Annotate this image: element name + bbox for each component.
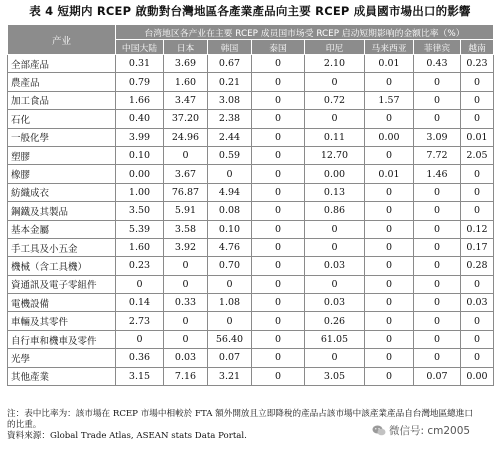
table-cell: 0 — [461, 183, 494, 201]
table-cell: 0 — [164, 275, 208, 293]
table-cell: 0 — [305, 110, 365, 128]
table-cell: 0 — [116, 330, 164, 348]
table-cell: 1.60 — [116, 238, 164, 256]
table-cell: 5.39 — [116, 220, 164, 238]
table-cell: 0.03 — [305, 294, 365, 312]
row-label: 塑膠 — [8, 146, 116, 164]
row-label: 電機設備 — [8, 294, 116, 312]
table-cell: 3.99 — [116, 128, 164, 146]
table-cell: 3.50 — [116, 202, 164, 220]
table-cell: 0 — [461, 349, 494, 367]
table-cell: 0.31 — [116, 55, 164, 73]
table-cell: 3.69 — [164, 55, 208, 73]
table-cell: 0.07 — [414, 367, 461, 385]
table-row — [8, 202, 494, 220]
table-cell: 0.21 — [208, 73, 252, 91]
table-row — [8, 55, 494, 73]
table-cell: 0.40 — [116, 110, 164, 128]
table-cell: 0 — [164, 330, 208, 348]
table-cell: 3.09 — [414, 128, 461, 146]
table-cell: 0 — [305, 220, 365, 238]
table-cell: 2.38 — [208, 110, 252, 128]
table-row — [8, 294, 494, 312]
table-cell: 0 — [252, 110, 305, 128]
table-cell: 0 — [414, 275, 461, 293]
table-row — [8, 367, 494, 385]
table-row — [8, 238, 494, 256]
table-cell: 76.87 — [164, 183, 208, 201]
country-header: 越南 — [461, 40, 494, 55]
table-cell: 0 — [252, 275, 305, 293]
table-cell: 0 — [365, 294, 414, 312]
table-cell: 0 — [461, 73, 494, 91]
table-cell: 0 — [365, 110, 414, 128]
table-cell: 0.03 — [461, 294, 494, 312]
table-cell: 0 — [461, 275, 494, 293]
country-header: 菲律宾 — [414, 40, 461, 55]
table-cell: 0.67 — [208, 55, 252, 73]
table-cell: 5.91 — [164, 202, 208, 220]
table-cell: 0 — [252, 202, 305, 220]
table-row — [8, 349, 494, 367]
row-label: 石化 — [8, 110, 116, 128]
row-label: 光學 — [8, 349, 116, 367]
row-label: 加工食品 — [8, 91, 116, 109]
table-cell: 1.57 — [365, 91, 414, 109]
table-cell: 0.13 — [305, 183, 365, 201]
table-cell: 0.03 — [164, 349, 208, 367]
row-label: 橡膠 — [8, 165, 116, 183]
table-cell: 0.17 — [461, 238, 494, 256]
table-cell: 3.92 — [164, 238, 208, 256]
table-cell: 0.03 — [305, 257, 365, 275]
table-cell: 0 — [365, 330, 414, 348]
table-cell: 1.08 — [208, 294, 252, 312]
table-cell: 0 — [252, 73, 305, 91]
table-cell: 0.14 — [116, 294, 164, 312]
table-cell: 0.59 — [208, 146, 252, 164]
row-label: 資通訊及電子零組件 — [8, 275, 116, 293]
table-cell: 0 — [461, 202, 494, 220]
table-cell: 0 — [252, 238, 305, 256]
table-cell: 0.01 — [365, 55, 414, 73]
table-cell: 0 — [414, 110, 461, 128]
table-cell: 0 — [365, 312, 414, 330]
row-label: 紡織成衣 — [8, 183, 116, 201]
table-cell: 0 — [252, 349, 305, 367]
table-cell: 0 — [305, 238, 365, 256]
table-row — [8, 220, 494, 238]
table-cell: 7.72 — [414, 146, 461, 164]
span-header: 台湾地区各产业在主要 RCEP 成员国市场受 RCEP 启动短期影响的金额比率（%） — [116, 25, 494, 40]
wechat-icon — [372, 425, 386, 436]
table-cell: 4.76 — [208, 238, 252, 256]
table-cell: 0 — [461, 110, 494, 128]
table-cell: 0.01 — [365, 165, 414, 183]
table-cell: 0 — [414, 349, 461, 367]
table-cell: 0 — [414, 202, 461, 220]
table-cell: 0 — [164, 312, 208, 330]
table-cell: 2.10 — [305, 55, 365, 73]
country-header: 印尼 — [305, 40, 365, 55]
table-cell: 0 — [365, 275, 414, 293]
table-cell: 1.66 — [116, 91, 164, 109]
watermark — [372, 423, 470, 438]
table-cell: 2.05 — [461, 146, 494, 164]
table-cell: 0 — [461, 91, 494, 109]
table-cell: 0 — [305, 73, 365, 91]
table-cell: 0.26 — [305, 312, 365, 330]
footnote-source: 資料來源：Global Trade Atlas, ASEAN stats Data Portal. — [7, 431, 247, 441]
table-cell: 3.58 — [164, 220, 208, 238]
table-cell: 0.72 — [305, 91, 365, 109]
table-cell: 0.36 — [116, 349, 164, 367]
table-cell: 0 — [305, 275, 365, 293]
table-cell: 0.79 — [116, 73, 164, 91]
table-cell: 0 — [252, 165, 305, 183]
table-cell: 3.15 — [116, 367, 164, 385]
country-header: 中国大陆 — [116, 40, 164, 55]
table-cell: 0 — [414, 257, 461, 275]
table-cell: 0 — [252, 91, 305, 109]
table-cell: 0.00 — [461, 367, 494, 385]
table-cell: 7.16 — [164, 367, 208, 385]
table-cell: 0 — [365, 73, 414, 91]
table-cell: 0.08 — [208, 202, 252, 220]
table-cell: 0.33 — [164, 294, 208, 312]
table-cell: 0 — [252, 128, 305, 146]
table-cell: 0.12 — [461, 220, 494, 238]
table-cell: 0.07 — [208, 349, 252, 367]
row-label: 一般化學 — [8, 128, 116, 146]
footnote-note: 注：表中比率为：該市場在 RCEP 市場中相較於 FTA 額外開放且立即降稅的產品占該市場中該產業產品自台灣地區總進口的比重。 — [7, 409, 473, 430]
table-cell: 3.47 — [164, 91, 208, 109]
row-label: 農產品 — [8, 73, 116, 91]
table-cell: 0 — [252, 367, 305, 385]
table-cell: 0.10 — [208, 220, 252, 238]
table-cell: 0 — [414, 91, 461, 109]
table-row — [8, 275, 494, 293]
table-cell: 0 — [461, 330, 494, 348]
country-header: 马来西亚 — [365, 40, 414, 55]
table-cell: 24.96 — [164, 128, 208, 146]
table-cell: 0 — [414, 330, 461, 348]
table-cell: 0 — [414, 73, 461, 91]
table-cell: 0 — [414, 312, 461, 330]
table-cell: 0.01 — [461, 128, 494, 146]
table-row — [8, 91, 494, 109]
table-cell: 3.21 — [208, 367, 252, 385]
country-header: 日本 — [164, 40, 208, 55]
table-row — [8, 257, 494, 275]
table-row — [8, 312, 494, 330]
table-cell: 2.73 — [116, 312, 164, 330]
table-cell: 0 — [365, 367, 414, 385]
table-cell: 3.08 — [208, 91, 252, 109]
row-label: 車輛及其零件 — [8, 312, 116, 330]
table-cell: 0 — [208, 165, 252, 183]
table-cell: 0 — [461, 165, 494, 183]
table-cell: 0 — [414, 238, 461, 256]
table-cell: 0 — [252, 312, 305, 330]
table-row — [8, 183, 494, 201]
table-cell: 2.44 — [208, 128, 252, 146]
table-cell: 3.67 — [164, 165, 208, 183]
table-cell: 61.05 — [305, 330, 365, 348]
table-cell: 0 — [365, 257, 414, 275]
table-cell: 0 — [414, 294, 461, 312]
table-cell: 0 — [252, 220, 305, 238]
data-table — [7, 24, 494, 386]
table-cell: 1.60 — [164, 73, 208, 91]
watermark-text: 微信号: cm2005 — [389, 425, 471, 437]
row-label: 基本金屬 — [8, 220, 116, 238]
row-label: 鋼鐵及其製品 — [8, 202, 116, 220]
row-label: 自行車和機車及零件 — [8, 330, 116, 348]
table-row — [8, 330, 494, 348]
table-cell: 4.94 — [208, 183, 252, 201]
row-label: 其他產業 — [8, 367, 116, 385]
table-cell: 0.00 — [365, 128, 414, 146]
table-row — [8, 146, 494, 164]
table-cell: 3.05 — [305, 367, 365, 385]
table-cell: 0.10 — [116, 146, 164, 164]
table-cell: 0 — [252, 294, 305, 312]
table-cell: 0 — [365, 202, 414, 220]
table-cell: 0 — [252, 257, 305, 275]
table-cell: 0.70 — [208, 257, 252, 275]
table-body — [8, 55, 494, 386]
table-cell: 0.43 — [414, 55, 461, 73]
table-row — [8, 165, 494, 183]
table-cell: 0 — [365, 349, 414, 367]
table-row — [8, 110, 494, 128]
row-header-label: 产业 — [8, 25, 116, 55]
table-cell: 0.86 — [305, 202, 365, 220]
table-cell: 0 — [414, 183, 461, 201]
table-cell: 37.20 — [164, 110, 208, 128]
table-cell: 0 — [252, 146, 305, 164]
table-cell: 0 — [252, 55, 305, 73]
table-title: 表 4 短期内 RCEP 啟動對台灣地區各產業產品向主要 RCEP 成員國市場出口的影響 — [29, 4, 471, 18]
table-cell: 0 — [252, 330, 305, 348]
table-cell: 56.40 — [208, 330, 252, 348]
table-row — [8, 128, 494, 146]
table-cell: 0 — [305, 349, 365, 367]
table-cell: 0 — [365, 183, 414, 201]
row-label: 全部產品 — [8, 55, 116, 73]
table-cell: 0 — [164, 146, 208, 164]
table-cell: 0 — [208, 275, 252, 293]
table-cell: 0.23 — [461, 55, 494, 73]
table-cell: 1.00 — [116, 183, 164, 201]
row-label: 機械（含工具機） — [8, 257, 116, 275]
country-header: 韩国 — [208, 40, 252, 55]
table-cell: 0.00 — [305, 165, 365, 183]
table-cell: 0 — [365, 146, 414, 164]
table-cell: 0 — [461, 312, 494, 330]
table-cell: 12.70 — [305, 146, 365, 164]
table-cell: 0 — [116, 275, 164, 293]
table-cell: 0 — [365, 220, 414, 238]
country-header: 泰国 — [252, 40, 305, 55]
table-cell: 0 — [365, 238, 414, 256]
table-cell: 0 — [252, 183, 305, 201]
table-cell: 0 — [164, 257, 208, 275]
table-cell: 0 — [208, 312, 252, 330]
table-cell: 0.00 — [116, 165, 164, 183]
table-cell: 0.11 — [305, 128, 365, 146]
table-cell: 1.46 — [414, 165, 461, 183]
row-label: 手工具及小五金 — [8, 238, 116, 256]
table-cell: 0.23 — [116, 257, 164, 275]
table-header — [8, 25, 494, 55]
table-row — [8, 73, 494, 91]
table-cell: 0.28 — [461, 257, 494, 275]
table-cell: 0 — [414, 220, 461, 238]
